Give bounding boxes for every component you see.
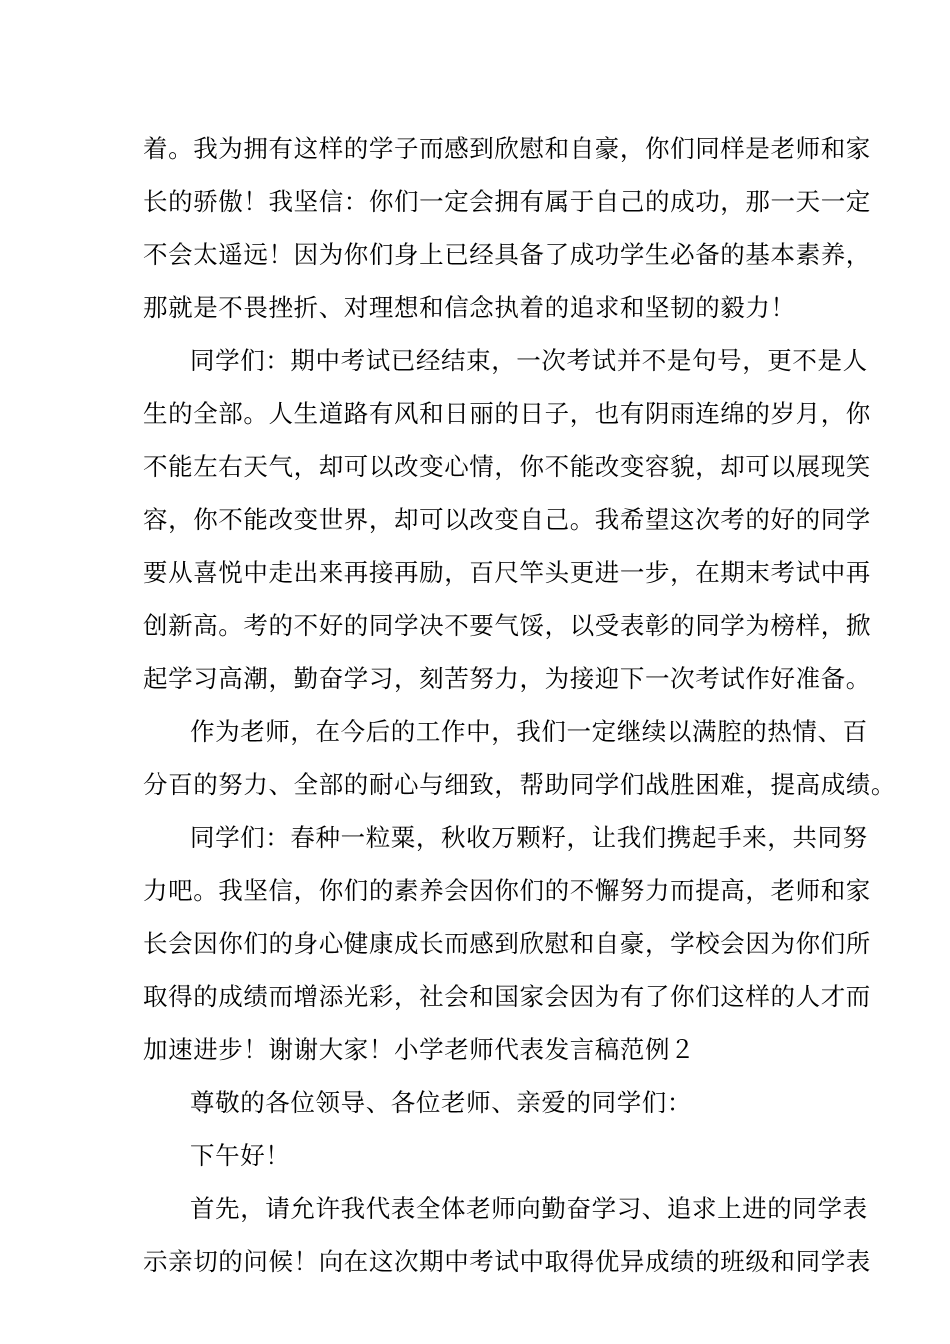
- text-line: 着。我为拥有这样的学子而感到欣慰和自豪，你们同样是老师和家: [143, 134, 871, 163]
- paragraph-first-line: 作为老师，在今后的工作中，我们一定继续以满腔的热情、百: [190, 717, 868, 746]
- text-line: 要从喜悦中走出来再接再励，百尺竿头更进一步，在期末考试中再: [143, 558, 871, 587]
- text-line: 容，你不能改变世界，却可以改变自己。我希望这次考的好的同学: [143, 505, 871, 534]
- text-line: 分百的努力、全部的耐心与细致，帮助同学们战胜困难，提高成绩。: [143, 770, 896, 799]
- text-line: 取得的成绩而增添光彩，社会和国家会因为有了你们这样的人才而: [143, 982, 871, 1011]
- text-line: 示亲切的问候！向在这次期中考试中取得优异成绩的班级和同学表: [143, 1247, 871, 1276]
- salutation-line: 尊敬的各位领导、各位老师、亲爱的同学们：: [190, 1088, 692, 1117]
- paragraph-first-line: 首先，请允许我代表全体老师向勤奋学习、追求上进的同学表: [190, 1194, 868, 1223]
- text-line: 加速进步！谢谢大家！小学老师代表发言稿范例２: [143, 1035, 696, 1064]
- text-line: 生的全部。人生道路有风和日丽的日子，也有阴雨连绵的岁月，你: [143, 399, 871, 428]
- text-line: 力吧。我坚信，你们的素养会因你们的不懈努力而提高，老师和家: [143, 876, 871, 905]
- text-line: 长会因你们的身心健康成长而感到欣慰和自豪，学校会因为你们所: [143, 929, 871, 958]
- paragraph-first-line: 同学们：春种一粒粟，秋收万颗籽，让我们携起手来，共同努: [190, 823, 868, 852]
- text-line: 不能左右天气，却可以改变心情，你不能改变容貌，却可以展现笑: [143, 452, 871, 481]
- text-line: 创新高。考的不好的同学决不要气馁，以受表彰的同学为榜样，掀: [143, 611, 871, 640]
- text-line: 不会太遥远！因为你们身上已经具备了成功学生必备的基本素养，: [143, 240, 871, 269]
- text-line: 长的骄傲！我坚信：你们一定会拥有属于自己的成功，那一天一定: [143, 187, 871, 216]
- greeting-line: 下午好！: [190, 1141, 291, 1170]
- text-line: 那就是不畏挫折、对理想和信念执着的追求和坚韧的毅力！: [143, 293, 796, 322]
- paragraph-first-line: 同学们：期中考试已经结束，一次考试并不是句号，更不是人: [190, 346, 868, 375]
- text-line: 起学习高潮，勤奋学习，刻苦努力，为接迎下一次考试作好准备。: [143, 664, 871, 693]
